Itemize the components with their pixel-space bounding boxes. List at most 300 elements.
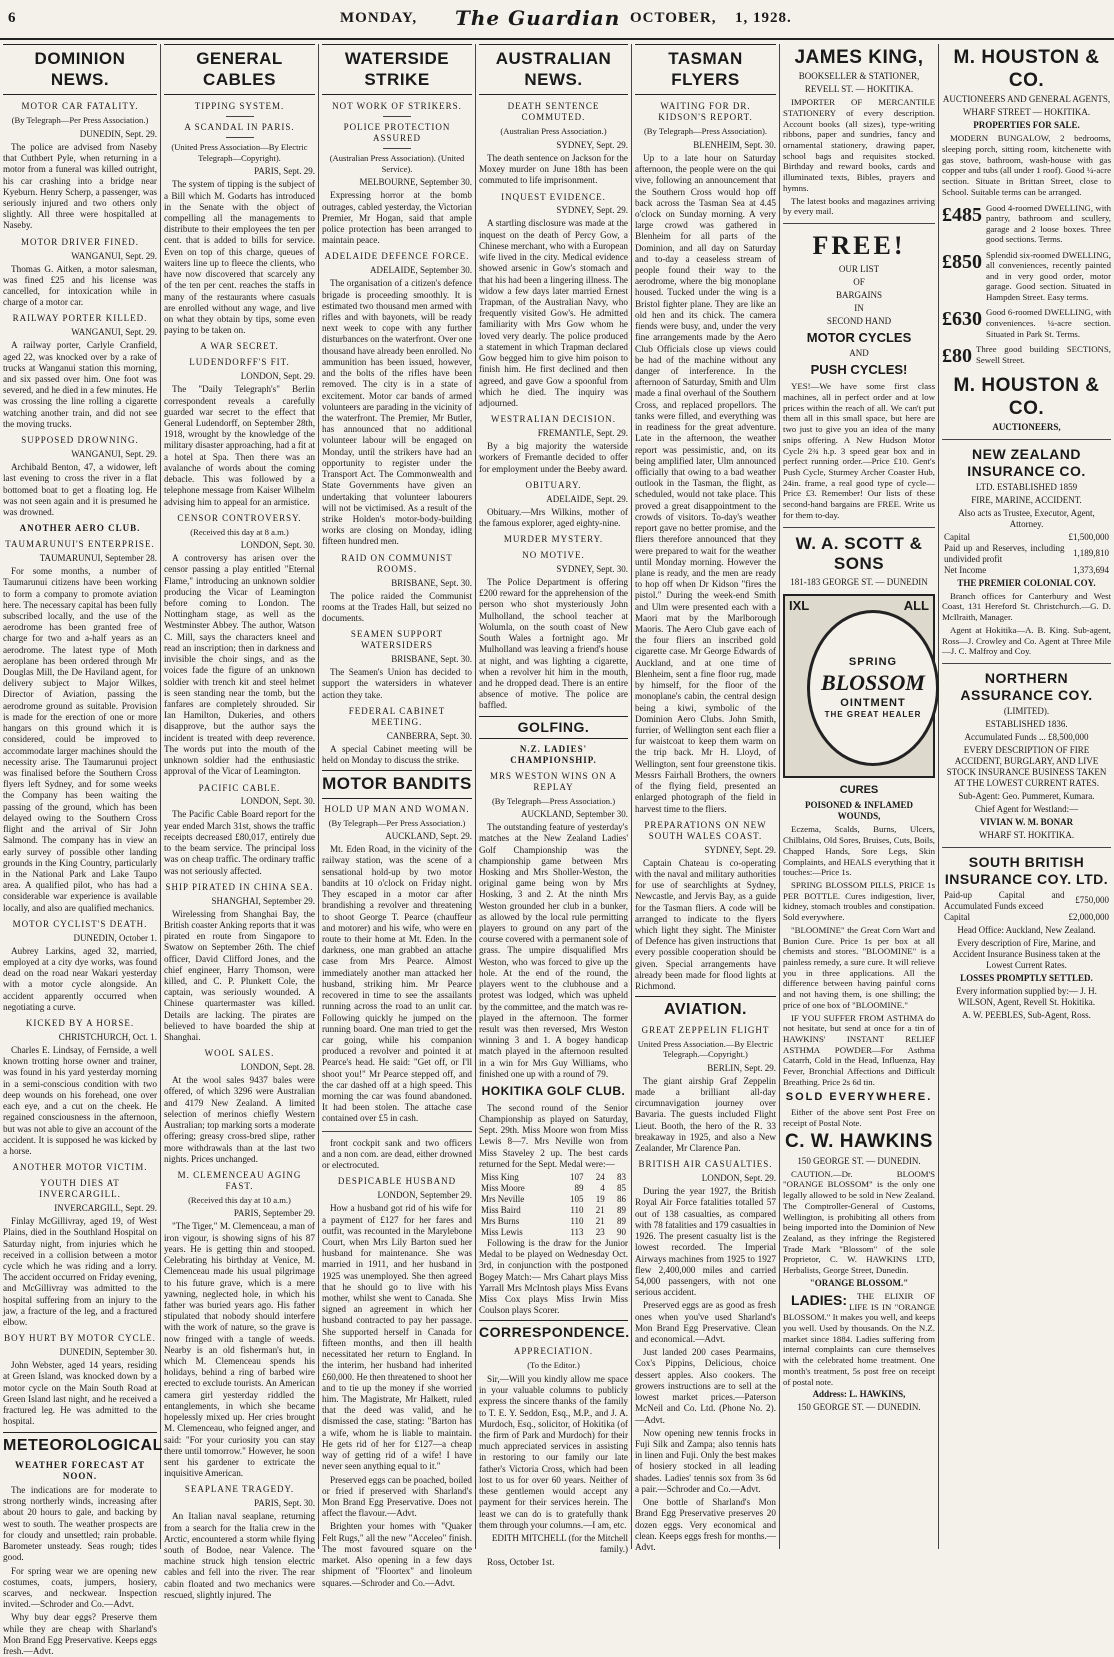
- story-body: The second round of the Senior Championship as played on Saturday, Sept. 29th. Miss Moore won from Miss Lewis 8—7. Mrs Neville won from Miss Staveley 2 up. The best cards returned for the Sept. Medal were:—: [479, 1102, 628, 1169]
- table-row: [479, 1172, 628, 1183]
- story-heading: M. CLEMENCEAU AGING FAST.: [177, 1170, 302, 1191]
- advert-line: BOOKSELLER & STATIONER,: [798, 71, 920, 82]
- story-dateline: TAUMARUNUI, September 28.: [39, 553, 157, 564]
- table-cell: 110: [570, 1204, 584, 1215]
- story-body: front cockpit sank and two officers and a non com. are dead, either drowned or electrocuted.: [322, 1137, 472, 1171]
- story-heading: FEDERAL CABINET MEETING.: [348, 705, 446, 727]
- story-dateline: DUNEDIN, October 1.: [73, 932, 157, 943]
- section-heading: GENERAL CABLES: [164, 44, 315, 95]
- story-subheading: POLICE PROTECTION ASSURED: [343, 122, 451, 144]
- property-description: Three good building SECTIONS, Sewell Street.: [976, 344, 1111, 365]
- table-cell: £1,500,000: [1068, 531, 1109, 542]
- story-body: By a big majority the waterside workers of Fremantle decided to offer for employment under the Beeby award.: [479, 441, 628, 474]
- letter-signature: EDITH MITCHELL (for the Mitchell family.): [491, 1532, 628, 1554]
- advert-text: Brighten your homes with "Quaker Felt Rugs," all the new "Acceleo" finish. The most favoured square on the market. Also opening in a few days shipment of "Floortex" and linoleum squares.—Schroder and Co.—Advt.: [322, 1521, 472, 1588]
- story-body: Up to a late hour on Saturday afternoon, the people were on the qui vive, following an announcement that the Southern Cross would hop off back across the Tasman Sea at 4.45 o'clock on Sunday morning. A very large crowd was gathered in Blenheim for all parts of the Dominion, and all day on Saturday and to-day a ceaseless stream of people found their way to the aerodrome, where the big monoplane housed. Tucked under the wing is a Bristol fighter plane. They are like an old hen and its chick. The camera fiends were busy, and, under the very fine arrangements made by the Aero Club Officials close up views could be had of the machine without any danger of interference. In the afternoon of Saturday, Smith and Ulm made a final overhaul of the Southern Cross, and replaced propellors. The tanks were filled, and everything was in readiness for the great adventure. Late in the afternoon, the weather report was pessimistic, and, on its being amplified later, Ulm announced officially that owing to a bad weather outlook in the Tasman, the flight, as scheduled, would not take place. This proved a great disappointment to the crowds of visitors. To-day's weather report gave no better promise, and the fliers therefore announced that they were prepared to wait for the weather until Monday morning. However the plane is ready, and the men are ready to hop off when Dr Kidson "fires the pistol." During the week-end Smith and Ulm were presented each with a Maori mat by the Marlborough Maoris. The Aero Club gave each of the four fliers an inscribed gold cigarette case. Mr George Edwards of Auckland, and at one time of Blenheim, sent a fine floor rug, made by himself, for the floor of the monoplane's cabin, the central design being a kiwi, symbolic of the Dominion Aero Clubs. John Smith, furrier, of Wellington sent each flier a fur waistcoat to keep them warm on the trip back. Mr H. Lloyd, of Wellington, sent four greenstone tikis. Messrs Fairhall Brothers, the owners of the flying field, presented an enlarged photograph of the field in harvest time to the fliers.: [635, 152, 776, 814]
- table-cell: 85: [617, 1183, 626, 1194]
- table-cell: Miss Baird: [481, 1204, 521, 1215]
- table-cell: 19: [595, 1193, 605, 1204]
- advert-text: Preserved eggs are as good as fresh ones when you've used Sharland's Mon Brand Egg Preservative. Clean and economical.—Advt.: [635, 1300, 776, 1345]
- advert-line: A. W. PEEBLES, Sub-Agent, Ross.: [962, 1009, 1091, 1020]
- story-credit: (Received this day at 10 a.m.): [188, 1194, 291, 1205]
- story-dateline: PARIS, Sept. 30.: [254, 1498, 315, 1509]
- advert-line: SOLD EVERYWHERE.: [785, 1090, 933, 1103]
- story-heading: WESTRALIAN DECISION.: [491, 414, 616, 425]
- story-dateline: SYDNEY, Sept. 29.: [556, 139, 628, 150]
- story-dateline: MELBOURNE, September 30.: [359, 177, 472, 188]
- section-heading: WATERSIDE STRIKE: [322, 44, 472, 95]
- advert-line: "ORANGE BLOSSOM.": [809, 1277, 909, 1288]
- divider: [226, 116, 254, 117]
- story-heading: WOOL SALES.: [204, 1048, 275, 1059]
- table-cell: 4: [600, 1183, 605, 1194]
- advert-line: Every information supplied by:— J. H. WILSON, Agent, Revell St. Hokitika.: [956, 985, 1097, 1007]
- story-subheading: YOUTH DIES AT INVERCARGILL.: [39, 1178, 121, 1200]
- advert-line: PROPERTIES FOR SALE.: [973, 120, 1080, 131]
- section-heading: HOKITIKA GOLF CLUB.: [481, 1084, 626, 1099]
- story-heading: MOTOR CYCLIST'S DEATH.: [12, 918, 148, 929]
- story-body: The organisation of a citizen's defence brigade is proceeding smoothly. It is estimated two thousand men armed with rifles and with bayonets, will be ready next week to cope with any further disturbances on the waterfront. Over one thousand have already been enrolled. No ammunition has been issued, however, and the bolts of the rifles have been removed. The city is in a state of excitement. Motor car bands of armed volunteers are parading in the vicinity of the waterfront. The Premier, Mr Butler, has announced that no additional volunteer labour will be engaged on Monday, until the strikers have had an opportunity to register under the Transport Act. The Commonwealth and State Governments have given an undertaking that volunteer labourers will not be victimised. As a result of the strike Holden's motor-body-building works are closing on Monday, idling fifteen hundred men.: [322, 278, 473, 547]
- advert-line: 150 GEORGE ST. — DUNEDIN.: [797, 1155, 921, 1166]
- story-body: The police are advised from Naseby that Cuthbert Pyle, when returning in a motor from a funeral was killed outright, his car crashing into a bridge near Kyeburn. Henry Scherp, a passenger, was seriously injured and two others only slightly. All three were hospitalled at Naseby.: [3, 141, 157, 231]
- story-body: The system of tipping is the subject of a Bill which M. Godarts has introduced in the Senate with the object of compelling all the managements to distribute to their employees the ten per cent. that is added to bills for service. Even on top of this charge, queues of waiters line up to fleece the clients, who have now discovered that scarcely any of the ten per cent. reaches the staffs in many of the restaurants where casuals are enrolled without any wage, and live on what they obtain by tips, some even paying to be taken on.: [164, 179, 315, 336]
- advert-line: EVERY DESCRIPTION OF FIRE ACCIDENT, BURGLARY, AND LIVE STOCK INSURANCE BUSINESS TAKEN AT THE LOWEST CURRENT RATES.: [946, 745, 1107, 788]
- story-heading: PACIFIC CABLE.: [198, 782, 281, 793]
- table-cell: 107: [570, 1172, 584, 1183]
- table-cell: Paid up and Reserves, including undivided profit: [944, 542, 1065, 564]
- divider: [383, 148, 411, 149]
- divider: [942, 663, 1111, 664]
- advert-text: MODERN BUNGALOW, 2 bedrooms, sleeping porch, sitting room, kitchenette with gas stove, bathroom, wash-house with gas copper and tubs (all under 1 roof). Good ¼-acre section. Situate in Brittan Street, close to School. Suitable terms can be arranged.: [942, 133, 1111, 197]
- advert-text: Eczema, Scalds, Burns, Ulcers, Chilblains, Old Sores, Bruises, Cuts, Boils, Chapped Hands, Sore Legs, Skin Complaints, and HEALS everything that it touches:—Price 1s.: [783, 824, 936, 878]
- section-heading: CORRESPONDENCE.: [479, 1320, 628, 1341]
- table-cell: Net Income: [944, 564, 987, 575]
- advert-line: AND: [849, 348, 869, 359]
- table-row: [479, 1183, 628, 1194]
- advert-line: MOTOR CYCLES: [806, 329, 912, 345]
- table-cell: Miss King: [481, 1172, 519, 1183]
- table-row: [479, 1227, 628, 1238]
- story-heading: RAILWAY PORTER KILLED.: [12, 313, 148, 324]
- story-heading: SUPPOSED DROWNING.: [21, 435, 139, 446]
- story-credit: (United Press Association—By Electric Telegraph—Copyright).: [171, 142, 308, 163]
- property-listing: [942, 344, 1111, 368]
- story-heading: KICKED BY A HORSE.: [25, 1018, 135, 1029]
- advert-title: FREE!: [812, 231, 906, 261]
- section-heading: AUSTRALIAN NEWS.: [479, 44, 628, 95]
- advert-title: M. HOUSTON & CO.: [953, 374, 1100, 419]
- table-row: [942, 890, 1111, 912]
- story-dateline: PARIS, Sept. 29.: [254, 166, 315, 177]
- advert-text: IF YOU SUFFER FROM ASTHMA do not hesitate, but send at once for a tin of HAWKINS' INSTANT RELIEF ASTHMA POWDER—For Asthma Catarrh, Cold in the Head, Influenza, Hay Fever, Bronchial Affections and Difficult Breathing. Price 2s 6d tin.: [783, 1012, 935, 1087]
- advert-line: Head Office: Auckland, New Zealand.: [957, 924, 1096, 935]
- story-body: A railway porter, Carlyle Cranfield, aged 22, was knocked over by a rake of trucks at Wanganui station this morning, and six passed over him. One foot was severed, and he died in a few minutes. He was crossing the line rolling a cigarette watching another train, and did not see the moving trucks.: [3, 340, 157, 429]
- story-subheading: MRS WESTON WINS ON A REPLAY: [489, 770, 617, 792]
- advert-line: SPRING: [848, 656, 898, 669]
- story-credit: (By Telegraph—Per Press Association.): [328, 817, 466, 828]
- story-dateline: ADELAIDE, September 30.: [370, 265, 472, 276]
- advert-text: CAUTION.—Dr. BLOOM'S "ORANGE BLOSSOM" is the only one legally allowed to be sold in New Zealand. The Comptroller-General of Customs, Wellington, is prohibiting all others from being imported into the Dominion of New Zealand, as they infringe the Registered Trade Mark "Blossom" of the sole Proprietor, C. W. HAWKINS LTD, Herbalists, George Street, Dunedin.: [783, 1168, 935, 1276]
- story-body: Thomas G. Aitken, a motor salesman, was fined £25 and his license was cancelled, for intoxication while in charge of a motor car.: [3, 263, 157, 308]
- table-cell: 110: [570, 1215, 584, 1226]
- table-row: [942, 565, 1111, 576]
- story-dateline: BLENHEIM, Sept. 30.: [693, 139, 776, 150]
- newspaper-title: The Guardian: [455, 6, 621, 30]
- advert-line: WHARF ST. HOKITIKA.: [978, 829, 1075, 840]
- story-dateline: LONDON, Sept. 28.: [240, 1062, 315, 1073]
- story-heading: MOTOR CAR FATALITY.: [21, 101, 139, 112]
- table-cell: 89: [617, 1204, 626, 1215]
- column-advertisements-1: [780, 44, 938, 1549]
- story-dateline: CANBERRA, Sept. 30.: [386, 730, 472, 741]
- story-heading: BOY HURT BY MOTOR CYCLE.: [4, 1333, 156, 1344]
- story-body: "The Tiger," M. Clemenceau, a man of iron vigour, is showing signs of his 87 years. He is getting thin and stooped. Celebrating his birthday at Venice, M. Clemenceau made his usual pilgrimage to his future grave, which is a mere yawning, neglected hole, in which his father was buried years ago. His father stipulated that nobody should interfere with the work of nature, so the grave is now fringed with a tangle of weeds. Nearby is an old fisherman's hut, in which M. Clemenceau spends his holidays, behind a ring of barbed wire erected to exclude tourists. An American camera girl yesterday riddled the entanglements, in which she became hopelessly mixed up. Her cries brought M. Clemenceau, who feigned anger, and said: "For your curiosity you can stay there until tomorrow." However, he soon sent his gardener to extricate the inquisitive American.: [164, 1221, 315, 1479]
- divider: [226, 137, 254, 138]
- story-body: Wirelessing from Shanghai Bay, the British coaster Anking reports that it was pirated en route from Singapore to Swatow on September 26th. The chief officer, David Clifford Jones, and the chief engineer, Harry Thomson, were killed, and C. P. Plunkett Cole, the captain, was seriously wounded. A Chinese quartermaster was killed. Details are lacking. The pirates are believed to have boarded the ship at Shanghai.: [164, 908, 315, 1043]
- story-heading: CENSOR CONTROVERSY.: [177, 512, 302, 523]
- story-heading: ANOTHER MOTOR VICTIM.: [12, 1162, 148, 1173]
- table-cell: 21: [595, 1215, 605, 1226]
- story-heading: GREAT ZEPPELIN FLIGHT: [641, 1024, 770, 1035]
- story-heading: SEAPLANE TRAGEDY.: [184, 1484, 295, 1495]
- story-body: An Italian naval seaplane, returning from a search for the Italia crew in the Arctic, encountered a storm while flying south of Bodoe, near Valence. The machine struck high tension electric cables and fell into the river. The rear cabin floated and two mechanics were rescued, slightly injured. The: [164, 1511, 315, 1600]
- property-description: Good 4-roomed DWELLING, with pantry, bathroom and scullery, garage and 2 loose boxes. Three good sections. Terms.: [986, 202, 1111, 245]
- story-dateline: ADELAIDE, Sept. 29.: [546, 493, 628, 504]
- advert-line: AUCTIONEERS AND GENERAL AGENTS,: [942, 94, 1111, 105]
- section-heading: DOMINION NEWS.: [3, 44, 157, 95]
- story-credit: United Press Association.—By Electric Telegraph.—Copyright.): [637, 1038, 774, 1060]
- advert-title: JAMES KING,: [794, 47, 924, 68]
- advert-line: SECOND HAND: [826, 315, 892, 326]
- advert-text: SPRING BLOSSOM PILLS, PRICE 1s PER BOTTLE. Cures indigestion, liver, kidney, stomach troubles and constipation. Sold everywhere.: [783, 879, 935, 923]
- advert-line: OUR LIST: [838, 263, 880, 274]
- story-subheading: NO MOTIVE.: [522, 550, 585, 561]
- advert-line: CURES: [839, 784, 879, 797]
- story-dateline: FREMANTLE, Sept. 29.: [537, 428, 628, 439]
- advert-title: NORTHERN ASSURANCE COY.: [960, 670, 1093, 704]
- story-heading: BRITISH AIR CASUALTIES.: [638, 1159, 773, 1170]
- column-general-cables: [161, 44, 318, 1600]
- advert-line: BLOSSOM: [821, 669, 925, 695]
- column-dominion-news: [0, 44, 163, 1657]
- spring-blossom-ointment-logo: [783, 594, 935, 778]
- story-body: Mt. Eden Road, in the vicinity of the railway station, was the scene of a sensational hold-up by two motor bandits at 10 o'clock on Friday night. They escaped in a motor car after brandishing a revolver and threatening to shoot George T. Pearce (chauffeur and motorer) and his wife, who were en route to their home at Mt. Eden. In the darkness, one man grabbed an attache case from Mrs Pearce. Almost immediately another man attacked her husband, striking him. Mr Pearce recovered in time to see the assailants running across the road to an unlit car. Following quickly he jumped on the running board. One man tried to get the car going, while his companion produced a revolver and pointed it at Pearce's head. He said: "Get off, or I'll shoot you!" Mr Pearce stepped off, and the car dashed off at a high speed. This morning the car was found abandoned. It had been stolen. The attache case contained over £5 in cash.: [322, 844, 472, 1124]
- story-dateline: LONDON, September 29.: [377, 1190, 472, 1201]
- story-heading: RAID ON COMMUNIST ROOMS.: [341, 552, 453, 574]
- masthead-day: MONDAY,: [340, 10, 418, 26]
- story-body: The giant airship Graf Zeppelin made a brilliant all-day circumnavigation journey over Bavaria. The guests included Flight Lieut. Booth, the hero of the R. 33 breakaway in 1925, and also a New Zealander, Mr Clarence Pan.: [635, 1075, 776, 1154]
- table-cell: 1,373,694: [1073, 564, 1109, 575]
- property-description: Splendid six-roomed DWELLING, all conveniences, recently painted and in very good order, motor garage. Good section. Situated in Hampden Street. Easy terms.: [986, 249, 1111, 302]
- divider: [383, 116, 411, 117]
- story-body: A controversy has arisen over the censor passing a play entitled "Eternal Flame," introducing an unknown soldier producing the Vicar of Leamington before coming to London. The Nottingham stage, as well as the Westminster Abbey. The author, Watson C. Mill, says the characters kneel and read an inscription; then in darkness and invisible the choir sings, and as the voices fade the figure of an unknown soldier with trench kit and steel helmet is seen standing near the tomb, but the fanfares are completely shrouded. Sir Ian Hamilton, Dukeries, and others disapprove, but the author says the incident is treated with deep reverence. The words put into the mouth of the unknown soldier had the enthusiastic approval of the Vicar of Leamington.: [164, 553, 315, 777]
- story-body: A special Cabinet meeting will be held on Monday to discuss the strike.: [322, 743, 472, 765]
- advert-line: Sub-Agent: Geo. Pummeret, Kumara.: [958, 790, 1095, 801]
- table-cell: Capital: [944, 911, 970, 922]
- story-heading: SEAMEN SUPPORT WATERSIDERS: [350, 629, 444, 651]
- story-heading: DEATH SENTENCE COMMUTED.: [507, 101, 600, 123]
- story-heading: WAITING FOR DR. KIDSON'S REPORT.: [658, 101, 753, 123]
- story-dateline: SYDNEY, Sept. 30.: [556, 564, 628, 575]
- property-description: Good 6-roomed DWELLING, with conveniences. ¼-acre section. Situated in Park St. Terms.: [986, 307, 1111, 339]
- story-dateline: AUCKLAND, Sept. 29.: [385, 831, 472, 842]
- property-price: £630: [942, 308, 982, 331]
- story-dateline: WANGANUI, Sept. 29.: [71, 327, 157, 338]
- advert-line: Accumulated Funds ... £8,500,000: [964, 732, 1089, 743]
- story-dateline: DUNEDIN, Sept. 29.: [79, 128, 157, 139]
- table-row: [942, 543, 1111, 565]
- story-heading: MURDER MYSTERY.: [503, 534, 604, 545]
- advert-text: THE ELIXIR OF LIFE IS IN "ORANGE BLOSSOM." It makes you well, and keeps you well. Used by thousands. On the N.Z. market since 1884. Ladies suffering from internal complaints can cure themselves with the celebrated home treatment. One month's treatment, 5s post free on receipt of postal note.: [783, 1290, 935, 1387]
- advert-line: ALL: [903, 598, 929, 614]
- table-cell: 24: [595, 1172, 605, 1183]
- story-heading: N.Z. LADIES' CHAMPIONSHIP.: [510, 743, 597, 765]
- advert-line: VIVIAN W. M. BONAR: [979, 816, 1074, 827]
- advert-text: Why buy dear eggs? Preserve them while they are cheap with Sharland's Mon Brand Egg Preservative. Keeps eggs fresh.—Advt.: [3, 1612, 157, 1657]
- story-dateline: LONDON, Sept. 30.: [240, 540, 315, 551]
- advert-line: Every description of Fire, Marine, and Accident Insurance Business taken at the Lowest Current Rates.: [952, 937, 1101, 970]
- advert-line: BARGAINS: [835, 289, 882, 300]
- table-cell: 21: [595, 1204, 605, 1215]
- story-dateline: AUCKLAND, September 30.: [521, 809, 628, 820]
- advert-text: For spring wear we are opening new costumes, coats, jumpers, hosiery, scarves, and neckwear. Inspection invited.—Schroder and Co.—Advt.: [3, 1565, 157, 1610]
- story-body: Finlay McGillivray, aged 19, of West Plains, died in the Southland Hospital on Saturday night, from injuries which he received in a collision between a motor cycle which he was riding and a lorry. The accident occurred on Friday evening, and McGillivray was admitted to the hospital suffering from an injury to the jaw, a fracture of the leg, and a fractured elbow.: [3, 1216, 157, 1328]
- section-heading: METEOROLOGICAL: [3, 1432, 157, 1456]
- advert-line: THE GREAT HEALER: [824, 709, 922, 719]
- story-credit: (Australian Press Association.): [500, 126, 607, 137]
- story-dateline: BERLIN, Sept. 29.: [707, 1062, 776, 1073]
- story-heading: APPRECIATION.: [513, 1346, 594, 1357]
- insurance-figures-table: [942, 890, 1111, 923]
- advert-line: Also acts as Trustee, Executor, Agent, Attorney.: [958, 507, 1095, 529]
- divider: [322, 1131, 472, 1132]
- story-body: Following is the draw for the Junior Medal to be played on Wednesday Oct. 3rd, in conjunction with the postponed Bogey Match:— Mrs Cahart plays Miss Yarrall Mrs McIntosh plays Miss Evans Miss Cox plays Miss Irwin Miss Coulson plays Scorer.: [479, 1237, 628, 1316]
- story-heading: ANOTHER AERO CLUB.: [19, 523, 141, 534]
- table-cell: Miss Lewis: [481, 1226, 523, 1237]
- story-heading: NOT WORK OF STRIKERS.: [332, 101, 462, 112]
- story-body: For some months, a number of Taumarunui citizens have been working to form a company to promote aviation here. The necessary capital has been fully subscribed locally, and the use of the aerodrome has been granted free of charge for two and a-half years as an aerodrome. The latest type of Moth aeroplane has been ordered through Mr Douglas Mill, the De Haviland agent, for delivery subject to Major Wilkes, Director of Aviation, passing the aerodrome ground as suitable. Provision is made for the erection of one or more hangars on this ground which it is considered, could be improved to accommodate larger machines should the necessity arise. The Taumarunui project was finalised before the Southern Cross flyers left Sydney, and for some weeks the Company has been waiting the passing of the ground, which has been delayed owing to the Southern Cross flight and the arrival of Sir John Salmond. The company has in view an early survey of possible other landing grounds in the King Country, particularly in the National Park and Lake Taupo area. A qualified pilot, who has had a considerable war experience is available locally, and also are qualified mechanics.: [3, 566, 157, 913]
- story-body: Expressing horror at the bomb outrages, cabled yesterday, the Victorian Premier, Mr Hogan, said that ample police protection has been arranged to maintain peace.: [322, 190, 472, 246]
- story-subheading: HOLD UP MAN AND WOMAN.: [324, 803, 470, 814]
- story-dateline: LONDON, Sept. 29.: [701, 1173, 776, 1184]
- story-heading: ADELAIDE DEFENCE FORCE.: [324, 251, 470, 262]
- story-credit: (To the Editor.): [527, 1360, 580, 1371]
- story-body: The outstanding feature of yesterday's matches at the New Zealand Ladies' Golf Championship was the championship game between Mrs Hosking and Mrs Sholler-Weston, the original game being won by Mrs Hosking, 3 and 2. At the ninth Mrs Weston grounded her club in a bunker, as allowed by the local rule permitting players to ground on any part of the course covered with a permanent sole of grass. The umpire disqualified Mrs Weston, who was forced to give up the hole. At the end of the round, the players went to the clubhouse and a protest was lodged, which was upheld by the committee, and the match was re-played in the afternoon. The former result was then reversed, Mrs Weston winning 3 and 1. A bogey handicap match played in the afternoon resulted in a win for Mrs Guy Williams, who finished one up with a round of 79.: [479, 822, 628, 1079]
- story-subheading: TAUMARUNUI'S ENTERPRISE.: [5, 539, 155, 550]
- property-price: £80: [942, 345, 972, 368]
- advert-text: Now opening new tennis frocks in Fuji Silk and Zampa; also tennis hats in linen and Fuji. Only the best makes of hosiery stocked in all leading shades. Ladies' tennis sox from 3s 6d a pair.—Schroder and Co.—Advt.: [635, 1427, 776, 1494]
- table-cell: 90: [617, 1226, 626, 1237]
- column-australian-news: [476, 44, 631, 1567]
- table-cell: Paid-up Capital and Accumulated Funds exceed: [944, 889, 1065, 911]
- story-heading: DESPICABLE HUSBAND: [337, 1176, 457, 1187]
- story-heading: TIPPING SYSTEM.: [194, 101, 285, 112]
- property-price: £850: [942, 250, 982, 273]
- masthead: [0, 0, 1114, 40]
- advert-text: One bottle of Sharland's Mon Brand Egg Preservative preserves 20 dozen eggs. Very economical and clean. Keeps eggs fresh for months.—Advt.: [635, 1497, 776, 1552]
- property-listing: [942, 307, 1111, 339]
- advert-line: AUCTIONEERS,: [992, 421, 1061, 432]
- story-dateline: LONDON, Sept. 29.: [240, 371, 315, 382]
- letter-body: Sir,—Will you kindly allow me space in your valuable columns to publicly express the sincere thanks of the family to T. E. Y. Seddon, Esq., M.P., and J. A. Murdoch, Esq., solicitor, of Hokitika (of the firm of Park and Murdoch) for their much appreciated services in assisting in restoring to our family our late father's Victoria Cross, which had been lost to us for over 60 years. Neither of these gentlemen would accept any payment for their services herein. The least we can do is to gratefully thank them through your columns.—I am, etc.: [479, 1373, 628, 1530]
- property-listing: [942, 250, 1111, 303]
- advert-line: POISONED & INFLAMED WOUNDS,: [804, 800, 913, 822]
- advert-title: C. W. HAWKINS: [785, 1131, 933, 1153]
- advert-text: Branch offices for Canterbury and West Coast, 131 Hereford St. Christchurch.—G. D. McIlraith, Manager.: [942, 590, 1111, 623]
- story-body: Obituary.—Mrs Wilkins, mother of the famous explorer, aged eighty-nine.: [479, 506, 628, 528]
- advert-line: THE PREMIER COLONIAL COY.: [957, 577, 1096, 588]
- advert-line: (LIMITED).: [1003, 706, 1050, 717]
- story-credit: (Australian Press Association). (United Service).: [329, 153, 465, 174]
- story-credit: (By Telegraph—Press Association.): [491, 795, 616, 806]
- story-body: The indications are for moderate to strong northerly winds, increasing after about 20 hours to gale, and backing by west to south. The weather prospects are for cloudy and unsettled; rain probable. Barometer unsteady. Seas rough; tides good.: [3, 1485, 157, 1563]
- story-credit: (By Telegraph—Press Association).: [643, 126, 768, 137]
- story-dateline: SYDNEY, Sept. 29.: [556, 205, 628, 216]
- table-cell: 83: [617, 1172, 626, 1183]
- story-body: Aubrey Larkins, aged 32, married, employed at a city dye works, was found dead on the road near Wakari yesterday with a motor cycle alongside. An accident apparently occurred when negotiating a curve.: [3, 945, 157, 1012]
- section-heading: AVIATION.: [635, 996, 776, 1020]
- story-dateline: CHRISTCHURCH, Oct. 1.: [58, 1032, 157, 1043]
- story-body: A startling disclosure was made at the inquest on the death of Percy Gow, a Chinese merchant, who with a European wife lived in the city. Medical evidence showed arsenic in Gow's stomach and that his had been a lingering illness. The widow a few days later married Ernest Trapman, of the Australian Navy, who frequently visited Gow's. He admitted familiarity with Mrs Gow whom he loved very dearly. The police produced a statement in which Trapman declared Gow begged him to give him poison to finish him. He first declined and then agreed, and gave Gow a spoonful from which he died. The inquiry was adjourned.: [479, 218, 628, 408]
- advert-line: IN: [854, 302, 864, 313]
- story-dateline: PARIS, September 29.: [233, 1208, 315, 1219]
- advert-line: OF: [853, 276, 865, 287]
- story-credit: (By Telegraph—Per Press Association.): [11, 115, 149, 126]
- table-row: [942, 532, 1111, 543]
- advert-text: IMPORTER OF MERCANTILE STATIONERY of every description. Account books (all sizes), type-writing ribbons, paper and sundries, fancy and ornamental stationery, drawing paper, school bags and requisites stocked. Birthday and reward books, cards and illuminated texts, Bibles, prayers and hymns.: [783, 97, 935, 193]
- table-cell: Mrs Neville: [481, 1193, 525, 1204]
- story-dateline: WANGANUI, Sept. 29.: [71, 449, 157, 460]
- advert-text: Preserved eggs can be poached, boiled or fried if preserved with Sharland's Mon Brand Egg Preservative. Does not affect the flavour.—Advt.: [322, 1474, 472, 1519]
- table-row: [479, 1205, 628, 1216]
- section-heading: TASMAN FLYERS: [635, 44, 776, 95]
- story-heading: INQUEST EVIDENCE.: [501, 191, 606, 202]
- divider: [783, 223, 935, 224]
- golf-results-table: [479, 1172, 628, 1238]
- advert-line: PUSH CYCLES!: [810, 362, 908, 378]
- column-tasman-flyers: [632, 44, 779, 1552]
- column-advertisements-2: [939, 44, 1114, 1549]
- advert-text: Agent at Hokitika—A. B. King. Sub-agent, Ross—J. Crowley and Co. Agent at Three Mile—J. C. Malfroy and Coy.: [942, 624, 1111, 657]
- story-credit: (Received this day at 8 a.m.): [190, 526, 289, 537]
- advert-line: REVELL ST. — HOKITIKA.: [804, 84, 914, 95]
- advert-text: The latest books and magazines arriving by every mail.: [783, 195, 935, 217]
- advert-line: Chief Agent for Westland:—: [974, 803, 1079, 814]
- story-heading: OBITUARY.: [525, 479, 582, 490]
- story-dateline: SYDNEY, Sept. 29.: [704, 844, 776, 855]
- story-body: The Pacific Cable Board report for the year ended March 31st, shows the traffic receipts decreased £80,017, entirely due to the beam service. The principal loss was on cheap traffic. The ordinary traffic was not seriously affected.: [164, 809, 315, 876]
- advert-line: ESTABLISHED 1836.: [985, 719, 1068, 730]
- story-dateline: DUNEDIN, September 30.: [59, 1347, 157, 1358]
- story-heading: PREPARATIONS ON NEW SOUTH WALES COAST.: [644, 819, 767, 841]
- divider: [942, 439, 1111, 440]
- story-body: The death sentence on Jackson for the Moxey murder on June 18th has been commuted to life imprisonment.: [479, 152, 628, 186]
- advert-text: Either of the above sent Post Free on receipt of Postal Note.: [783, 1107, 935, 1128]
- table-cell: 105: [570, 1193, 584, 1204]
- advert-line: FIRE, MARINE, ACCIDENT.: [971, 494, 1082, 505]
- table-row: [942, 912, 1111, 923]
- section-heading: GOLFING.: [479, 716, 628, 739]
- table-cell: Capital: [944, 531, 970, 542]
- table-cell: 89: [617, 1215, 626, 1226]
- story-body: Charles E. Lindsay, of Fernside, a well known trotting horse owner and trainer, was found in his yard yesterday morning in a semi-conscious condition with two deep wounds on his forehead, one over each eye, and a cut on the cheek. He regained consciousness in the afternoon, but was not able to give an account of the accident. It is supposed he was kicked by a horse.: [3, 1045, 157, 1157]
- advert-line: 181-183 GEORGE ST. — DUNEDIN: [790, 577, 928, 588]
- advert-title: W. A. SCOTT & SONS: [795, 533, 923, 574]
- story-body: John Webster, aged 14 years, residing at Green Island, was knocked down by a motor cycle on the Main South Road at Green Island last night, and he received a fractured leg. He was admitted to the hospital.: [3, 1360, 157, 1427]
- advert-text: YES!—We have some first class machines, all in perfect order and at low prices within the reach of all. We can't put them all in this small space, but here are two just to give you an idea of the many snips offering. A New Hudson Motor Cycle 2¾ h.p. 3 speed gear box and in perfect running order.—Price £10. Gent's Push Cycle, Sturmey Archer Coaster Hub, 24in. frame, a real good type of cycle—Price £3. Remember! Our lists of these second-hand bargains are FREE. Write us for them to-day.: [783, 381, 935, 520]
- story-body: Archibald Benton, 47, a widower, left last evening to cross the river in a flat bottomed boat to get a floating log. He was not seen again and it is presumed he was drowned.: [3, 462, 157, 517]
- advert-line: WHARF STREET — HOKITIKA.: [962, 107, 1091, 118]
- property-listing: [942, 203, 1111, 245]
- advert-text: "BLOOMINE" the Great Corn Wart and Bunion Cure. Price 1s per box at all chemists and stores. "BLOOMINE" is a painless remedy, a sure cure. It will relieve you in three applications. All the difference between having painful corns and not having them, is one shilling; the price of one box of "BLOOMINE.": [783, 924, 935, 1010]
- story-body: The Police Department is offering £200 reward for the apprehension of the person who shot mysteriously John Mulholland, the school teacher at Wolumla, on the south coast of New South Wales a fortnight ago. Mr Mulholland was leaving a friend's house at night, and was lighting a cigarette, when a revolver hit him in the mouth, and he dropped dead. There is an entire absence of motive. The police are baffled.: [479, 577, 628, 711]
- story-heading: A WAR SECRET.: [200, 341, 279, 352]
- ointment-tin-icon: [807, 610, 939, 766]
- story-dateline: WANGANUI, Sept. 29.: [71, 250, 157, 261]
- page-number: 6: [8, 10, 17, 26]
- table-cell: Miss Moore: [481, 1183, 525, 1194]
- story-heading: SHIP PIRATED IN CHINA SEA.: [165, 881, 314, 892]
- section-heading: MOTOR BANDITS: [322, 770, 472, 799]
- story-body: The Seamen's Union has decided to support the watersiders in whatever action they take.: [322, 667, 472, 700]
- table-row: [479, 1216, 628, 1227]
- table-cell: Mrs Burns: [481, 1215, 520, 1226]
- story-body: How a husband got rid of his wife for a payment of £127 for her fares and outfit, was recounted in the Marylebone Court, when Mrs Lily Barton sued her husband for maintenance. She was married in 1911, and her husband in 1925 was unemployed. She then agreed that he should go to live with his mother, whilst she went to Canada. She signed an agreement in which her husband contracted to pay her passage. She supported herself in Canada for fifteen months, and then ill health necessitated her return to England. In the interim, her husband had inherited £60,000. He then threatened to shoot her and to tie up the money if she worried him. The Magistrate, Mr Halkett, ruled that the deed was valid, and he dismissed the case, stating: "Barton has a wife, whom he is liable to maintain. He gets rid of her for £127—a cheap way of getting rid of a wife! I have never seen anything equal to it.": [322, 1203, 472, 1472]
- advert-line: LADIES:: [791, 1291, 847, 1308]
- advert-title: M. HOUSTON & CO.: [953, 47, 1100, 92]
- story-dateline: SHANGHAI, September 29.: [211, 895, 315, 906]
- advert-line: IXL: [789, 598, 810, 614]
- story-dateline: LONDON, Sept. 30.: [240, 796, 315, 807]
- story-body: During the year 1927, the British Royal Air Force fatalities totalled 57 out of 138 casualties, as compared with 78 fatalities and 179 casualties in 1926. The present casualty list is the lowest recorded. The Imperial Airways machines from 1925 to 1927 flew 2,400,000 miles and carried 54,000 passengers, with not one serious accident.: [635, 1186, 776, 1298]
- advert-line: Address: L. HAWKINS,: [812, 1389, 906, 1400]
- masthead-date: 1, 1928.: [735, 10, 792, 26]
- insurance-figures-table: [942, 532, 1111, 576]
- masthead-month: OCTOBER,: [630, 10, 717, 26]
- story-heading: MOTOR DRIVER FINED.: [20, 236, 140, 247]
- table-cell: £750,000: [1075, 895, 1109, 906]
- divider: [942, 847, 1111, 848]
- table-cell: 86: [617, 1193, 626, 1204]
- advert-line: LOSSES PROMPTLY SETTLED.: [960, 972, 1093, 983]
- story-subheading: WEATHER FORECAST AT NOON.: [14, 1460, 146, 1482]
- advert-title: NEW ZEALAND INSURANCE CO.: [967, 445, 1086, 479]
- column-waterside-strike: [319, 44, 475, 1588]
- story-dateline: BRISBANE, Sept. 30.: [391, 654, 472, 665]
- advert-text: [783, 1291, 935, 1387]
- table-cell: £2,000,000: [1068, 911, 1109, 922]
- table-cell: 23: [595, 1226, 605, 1237]
- story-dateline: INVERCARGILL, Sept. 29.: [54, 1203, 157, 1214]
- property-price: £485: [942, 203, 982, 226]
- advert-line: OINTMENT: [840, 696, 906, 709]
- story-body: At the wool sales 9437 bales were offered, of which 3296 were Australian and 4179 New Zealand. A limited selection of merinos chiefly Western Australian; top marking sorts a moderate offering; greasy cross-bred slipe, rather more withdrawals than at the last two nights. Prices unchanged.: [164, 1075, 315, 1164]
- story-body: Captain Chateau is co-operating with the naval and military authorities for use of searchlights at Sydney, Newcastle, and Jervis Bay, as a guide for the Tasman fliers. A code will be arranged to indicate to the flyers which light they sight. The Minister of Defence has given instructions that every possible cooperation should be given. Special arrangements have already been made for flood lights at Richmond.: [635, 857, 776, 992]
- table-cell: 113: [570, 1226, 584, 1237]
- story-body: The police raided the Communist rooms at the Trades Hall, but seized no documents.: [322, 590, 472, 623]
- story-body: The "Daily Telegraph's" Berlin correspondent reveals a carefully guarded war secret to the effect that General Ludendorff, on September 28th, 1918, wrought by the knowledge of the military disaster approaching, had a fit at a hotel at Spa. Then there was an avalanche of words about the coming debacle. This was followed by a telephone message from Kaiser Wilhelm advising him to appeal for an armistice.: [164, 384, 315, 507]
- table-row: [479, 1194, 628, 1205]
- story-dateline: BRISBANE, Sept. 30.: [391, 577, 472, 588]
- letter-place: Ross, October 1st.: [487, 1556, 555, 1567]
- story-subheading: A SCANDAL IN PARIS.: [184, 122, 295, 133]
- table-cell: 89: [574, 1183, 584, 1194]
- advert-line: LTD. ESTABLISHED 1859: [975, 481, 1078, 492]
- advert-line: 150 GEORGE ST. — DUNEDIN.: [797, 1402, 921, 1413]
- advert-title: SOUTH BRITISH INSURANCE COY. LTD.: [944, 853, 1109, 887]
- story-subheading: LUDENDORFF'S FIT.: [189, 357, 290, 368]
- advert-text: Just landed 200 cases Pearmains, Cox's Pippins, Delicious, choice dessert apples. Also cookers. The growers instructions are to sell at the lowest market prices.—Paterson McNeil and Co. Ltd. (Phone No. 2).—Advt.: [635, 1347, 776, 1425]
